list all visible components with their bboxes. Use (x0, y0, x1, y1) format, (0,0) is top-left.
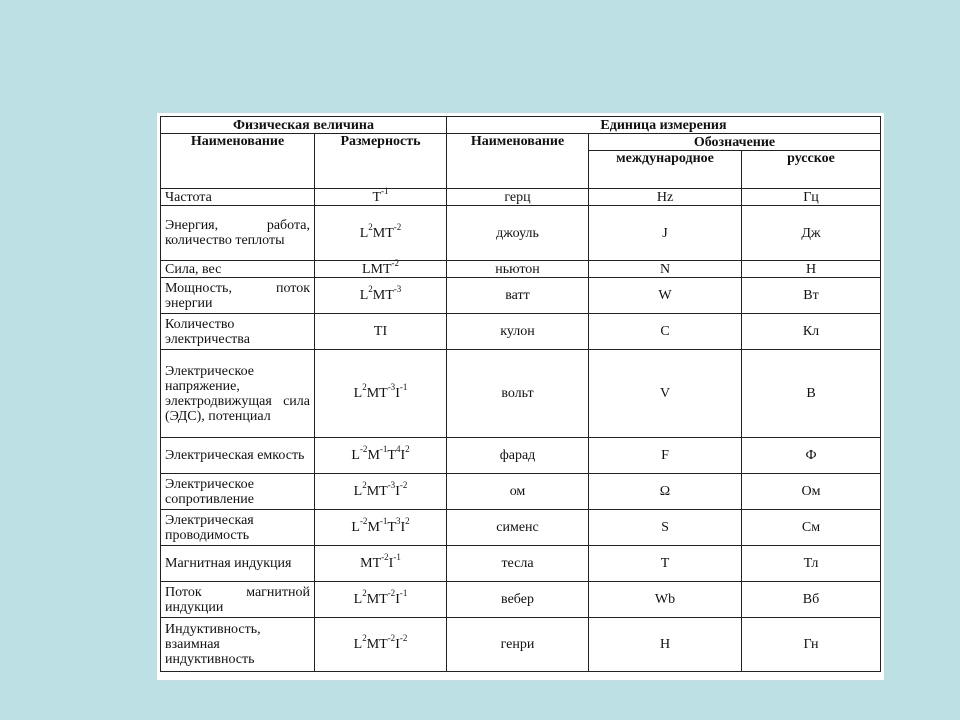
dimension-cell: $T^{-1}$ (315, 189, 447, 206)
russian-symbol-cell: Ом (742, 474, 881, 510)
unit-name-cell: кулон (447, 314, 589, 350)
table-sheet (157, 113, 884, 680)
header-russian: русское (742, 151, 881, 189)
unit-name-cell: герц (447, 189, 589, 206)
international-symbol-cell: V (589, 350, 742, 438)
international-symbol-cell: H (589, 618, 742, 672)
russian-symbol-cell: См (742, 510, 881, 546)
quantity-cell: Поток магнитной индукции (161, 582, 315, 618)
dimension-cell: $MT^{-2}I^{-1}$ (315, 546, 447, 582)
dimension-cell: $L^2MT^{-3}$ (315, 278, 447, 314)
header-dimension: Размерность (315, 134, 447, 189)
unit-name-cell: вебер (447, 582, 589, 618)
table-row (161, 278, 881, 314)
quantity-cell: Количество электричества (161, 314, 315, 350)
international-symbol-cell: S (589, 510, 742, 546)
dimension-cell: $L^2MT^{-3}I^{-2}$ (315, 474, 447, 510)
unit-name-cell: сименс (447, 510, 589, 546)
quantity-cell: Сила, вес (161, 261, 315, 278)
quantity-cell: Мощность, поток энергии (161, 278, 315, 314)
quantity-cell: Электрическая проводимость (161, 510, 315, 546)
table-row (161, 189, 881, 206)
table-body (161, 185, 881, 672)
russian-symbol-cell: Вб (742, 582, 881, 618)
unit-name-cell: ньютон (447, 261, 589, 278)
international-symbol-cell: C (589, 314, 742, 350)
dimension-cell: $L^2MT^{-2}I^{-1}$ (315, 582, 447, 618)
international-symbol-cell: F (589, 438, 742, 474)
russian-symbol-cell: Н (742, 261, 881, 278)
table-row (161, 582, 881, 618)
quantity-cell: Энергия, работа, количество теплоты (161, 206, 315, 261)
dimension-cell: TI (315, 314, 447, 350)
unit-name-cell: джоуль (447, 206, 589, 261)
table-row (161, 618, 881, 672)
russian-symbol-cell: Кл (742, 314, 881, 350)
unit-name-cell: тесла (447, 546, 589, 582)
header-unit: Единица измерения (447, 117, 881, 134)
header-quantity-name: Наименование (161, 134, 315, 189)
dimension-cell: $LMT^{-2}$ (315, 261, 447, 278)
table-row (161, 510, 881, 546)
table-row (161, 350, 881, 438)
dimension-cell: $L^{-2}M^{-1}T^3I^2$ (315, 510, 447, 546)
russian-symbol-cell: Гн (742, 618, 881, 672)
dimension-cell: $L^2MT^{-2}$ (315, 206, 447, 261)
unit-name-cell: вольт (447, 350, 589, 438)
russian-symbol-cell: Ф (742, 438, 881, 474)
table-row (161, 546, 881, 582)
quantity-cell: Электрическая емкость (161, 438, 315, 474)
unit-name-cell: ватт (447, 278, 589, 314)
russian-symbol-cell: Вт (742, 278, 881, 314)
table-row (161, 261, 881, 278)
international-symbol-cell: J (589, 206, 742, 261)
international-symbol-cell: W (589, 278, 742, 314)
dimension-cell: $L^2MT^{-2}I^{-2}$ (315, 618, 447, 672)
russian-symbol-cell: Тл (742, 546, 881, 582)
dimension-cell: $L^2MT^{-3}I^{-1}$ (315, 350, 447, 438)
dimension-cell: $L^{-2}M^{-1}T^4I^2$ (315, 438, 447, 474)
header-unit-name: Наименование (447, 134, 589, 189)
table-row (161, 314, 881, 350)
russian-symbol-cell: Гц (742, 189, 881, 206)
table-row (161, 438, 881, 474)
unit-name-cell: ом (447, 474, 589, 510)
quantity-cell: Электрическое сопротивление (161, 474, 315, 510)
international-symbol-cell: N (589, 261, 742, 278)
unit-name-cell: генри (447, 618, 589, 672)
header-designation: Обозначение (589, 134, 881, 151)
international-symbol-cell: Wb (589, 582, 742, 618)
quantity-cell: Частота (161, 189, 315, 206)
table-row (161, 206, 881, 261)
quantity-cell: Магнитная индукция (161, 546, 315, 582)
header-physical-quantity: Физическая величина (161, 117, 447, 134)
russian-symbol-cell: В (742, 350, 881, 438)
international-symbol-cell: Ω (589, 474, 742, 510)
table-row (161, 474, 881, 510)
si-units-table (160, 116, 881, 672)
russian-symbol-cell: Дж (742, 206, 881, 261)
quantity-cell: Электрическое напряжение, электродвижущая сила (ЭДС), потенциал (161, 350, 315, 438)
header-international: международное (589, 151, 742, 189)
international-symbol-cell: T (589, 546, 742, 582)
unit-name-cell: фарад (447, 438, 589, 474)
quantity-cell: Индуктивность, взаимная индуктивность (161, 618, 315, 672)
international-symbol-cell: Hz (589, 189, 742, 206)
